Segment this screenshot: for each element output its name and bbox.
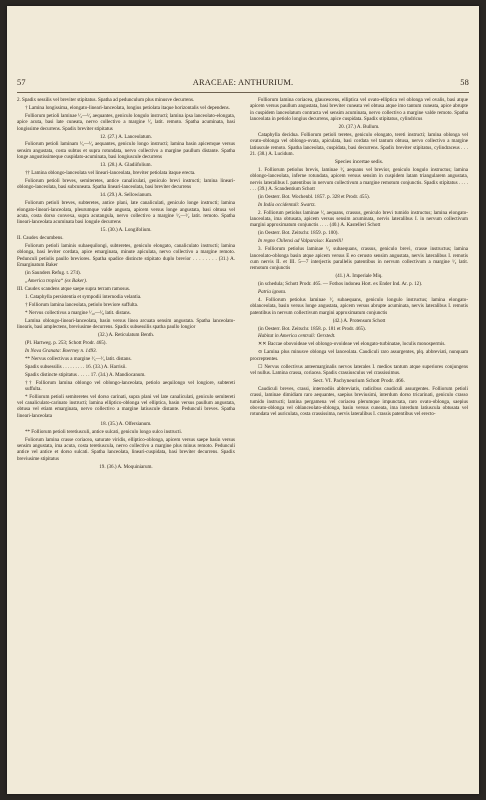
text-paragraph: In India occidentali: Swartz. [258, 201, 316, 208]
header-rule [17, 92, 469, 93]
text-paragraph: Patria ignota. [258, 289, 287, 295]
text-paragraph: 15. (30.) A. Longifolium. [100, 227, 152, 234]
text-paragraph: * Folliorum petioli semiteretes vel dorso carinati, supra plani vel late canaliculati, geniculo semitereti vel canaliculato-carinato instructi; lamina elliptico-oblonga vel elliptica, basin versus paullum angustata, obtusa vel etiam emarginata, nervo collectivo a margine latiuscule distante. Pedunculi breves. Spatha lineari-lanceolata [17, 393, 235, 419]
text-paragraph: ⊙ Lamina plus minusve oblonga vel lanceolata. Caudiculi raro assurgentes, plq. abbreviati, nunquam procreptentes. [250, 349, 468, 362]
text-paragraph: Caudiculi breves, crassi, internodiis abbreviatis, radicibus caudiculi assurgentes. Folliorum petioli crassi, laminae dimidiam raro aequantes, saepius breviusimi, interdum dorso tricarinati, geniculo crasso tumido instructi; lamina pergamena vel coriacea plerumque impunctata, raro ovato-oblonga, saepius obovato-oblonga vel oblanceolato-oblonga, basin versus cuneata, ima interdum latiuscula obtusata vel rotundata vel auriculata, costa crassissima, nervis lateralibus I. crassis patentibus vel erecto- [250, 385, 468, 418]
text-paragraph: Lamina oblongo-lineari-lanceolata, basin versus linea arcuata sensim angustata. Spatha lanceolato-linearis, basi amplectens, breviusime decurrens. Spadix subsessilis spatha paullo longior [17, 317, 235, 330]
text-paragraph: Spadix subsessilis . . . . . . . . . 16. (33.) A. Harrisii. [25, 363, 127, 370]
text-paragraph: 19. (36.) A. Moquiniarum. [99, 463, 153, 470]
text-paragraph: 1. Folliorum petiolus brevis, laminae ¹⁄₃ aequans vel brevior, geniculo longulo instructus; lamina oblongo-lanceolata, inferne rotundata, apicem versus sensim in cuspidem latam triangularem angustata, nervis lateralibus I. patentibus in nervum collectivum a margine remotum conjunctis. Spadix stipitatus . . . . . . . (39.) A. Scandentium Schott [250, 166, 468, 192]
text-paragraph: (41.) A. Imperiale Miq. [335, 273, 383, 280]
text-paragraph: Foliorum petioli laminis subaequilongi, subteretes, geniculo elongato, canaliculato instructi; lamina oblonga, basi leviter cordata, apice emarginata, minute apiculata, nervo collectivo a margine remoto. Pedunculi petiolis paullo breviores. Spatha spadice distincte stipitato duplo brevior . . . . . . . . (31.) A. Emarginatum Baker [17, 243, 235, 269]
text-paragraph: (in Oesterr. Bot. Zeitschr. 1859. p. 100). [258, 230, 339, 237]
text-paragraph: (in schedula; Schott Prodr. 465. — Fothos indonea Hort. ex Ender Ind. Ar. p. 12). [258, 281, 423, 288]
text-paragraph: 18. (35.) A. Olfersianum. [100, 420, 152, 427]
right-column-text [250, 97, 468, 419]
left-column-text [17, 97, 235, 472]
book-page-spread [7, 6, 479, 794]
text-paragraph: (in Saunders Refug. t. 274). [25, 269, 81, 276]
text-paragraph: (Pl. Hartweg. p. 253; Schott Prodr. 465). [25, 339, 107, 346]
text-paragraph: 2. Folliorum petiolus laminae ¹⁄₅ aequans, crassus, geniculo brevi tumido instructus; lamina elongato-lanceolata, ima obtusata, apicem versus sensim acuminata, nervis lateralibus I. in nervum collectivum margini approximatum conjunctis . . . . (40.) A. Kastelleri Schott [250, 209, 468, 229]
text-paragraph: (in Oesterr. Bot. Wochenbl. 1857. p. 328 et Prodr. 455). [258, 193, 370, 200]
text-paragraph: (in Oesterr. Bot. Zeitschr. 1858. p. 181 et Prodr. 465). [258, 325, 366, 332]
text-paragraph: 13. (28.) A. Gladiifolium. [100, 162, 152, 169]
text-paragraph: Foliorum lamina crasse coriacea, saturate viridis, elliptico-oblonga, apicem versus saepe basin versus sensim angustata, ima acuta, costa teretiuscula, nervo collectivo a margine plus minus remoto. Pedunculi antice vel antice et dorso sulcati. Spatha lanceolata, lineari-cuspidata, basi breviter decurrens. Spadix breviusime stipitatus [17, 436, 235, 462]
text-paragraph: † Folliorum lamina lanceolata, petiolo breviore suffulta. [25, 301, 139, 308]
text-paragraph: ☐ Nervus collectivus anteemarginalis nervos laterales I. medios tantum atque superiores conjungens vel nullus. Lamina crassa, coriacea. Spadix crassiusculus vel crassissimus. [250, 363, 468, 376]
text-paragraph: †† Folliorum lamina oblongo vel oblongo-lanceolata, petiolo aequilongo vel longiore, subtereti suffulta. [25, 379, 235, 392]
text-paragraph: †† Lamina oblongo-lanceolata vel lineari-lanceolata, breviter petiolata itaque erecta. [25, 170, 196, 176]
text-paragraph: † Lamina longissima, elongato-lineari-lanceolata, longius petiolata itaque horizontalis vel dependens. [25, 104, 230, 111]
left-page-number: 57 [17, 78, 26, 87]
text-paragraph: 3. Folliorum petiolus laminae ¹⁄₂ subaequans, crassus, geniculo brevi, crasse instructus; lamina lanceolato-oblonga basin atque apicem versus E eo cerusto sensim angustata, nervis lateralibus I. remotis cum nervis II. et III. 5—7 interjectis parallelis patentibus in nervum collectivum a margine ¹⁄₂ latit. remotum conjunctis [250, 246, 468, 272]
text-paragraph: (42.) A. Protensum Schott [332, 317, 386, 324]
text-paragraph: ✕✕ Baccae obovoideae vel oblongo-ovoideae vel elongato-turbinatae, loculis monospermis. [258, 341, 446, 348]
text-paragraph: In regno Chilensi ad Valparaiso: Kastelli! [258, 238, 343, 245]
text-paragraph: (32.) A. Reticulatum Benth. [97, 331, 155, 338]
running-title: ARACEAE: ANTHURIUM. [192, 78, 294, 87]
running-header [17, 78, 469, 92]
text-paragraph: 1. Cataphylla persistentia et sympodii internodia velantia. [25, 293, 142, 300]
text-paragraph: In Nova Granata: Boerney n. 1493. [25, 347, 97, 354]
text-paragraph: 14. (29.) A. Sellowianum. [99, 192, 153, 199]
text-paragraph: Folliorum lamina coriacea, glaucescens, elliptica vel ovato-elliptica vel oblonga vel ovalis, basi atque apicem versus paullum angustata, basi breviter cuneata vel obtusa atque imo tantum cuneata, apice abrupte in cuspidem lanceolatum contracta vel sensim acuminata, nervo collectivo a margine valde remoto. Spatha lanceolata in petiolo longius decurrens, apice cuspidata. Spadix stipitatus, cylindricus [250, 97, 468, 123]
text-paragraph: ** Folliorum petioli teretiusculi, antice sulcati, geniculo longo sulco instructi. [25, 428, 182, 435]
text-paragraph: II. Caudex decumbens. [17, 235, 64, 242]
text-paragraph: 2. Spadix sessilis vel breviter stipitatus. Spatha ad pedunculum plus minusve decurrens. [17, 97, 195, 103]
text-paragraph: Sect. VI. Pachyneurium Schott Prodr. 466. [313, 377, 405, 384]
text-paragraph: Folliorum petioli laminae ¹⁄₂—¹⁄₃ aequantes, geniculo longulo instructi; lamina ipsa lanceolato-elongata, apice acuta, basi late cuneata, nervo collectivo a margine ¹⁄₂ latit. remoto. Spatha acuminata, basi longissime decurrens. Spadix breviter stipitatus [17, 112, 235, 132]
text-paragraph: ** Nervus collectivus a margine ¹⁄₅—¹⁄₃ latit. distans. [25, 355, 132, 362]
text-paragraph: Species incertae sedis. [334, 158, 384, 165]
text-paragraph: Habitat in America centrali: Oerstedt. [258, 333, 336, 340]
text-paragraph: „America tropica“ (ex Baker). [25, 277, 88, 284]
text-paragraph: Foliorum petioli laminam ¹⁄₅—¹⁄₃ aequantes, geniculo longo instructi; lamina basin apicemque versus sensim angustata, costa subtus et supra rotundata, nervo collectivo a margine paullum distante. Spatha longe angustissimeque cuspidato-acuminata, basi longiuscule decurrens [17, 141, 235, 161]
text-paragraph: Foliorum petioli breves, subteretes, antice plani, late canaliculati, geniculo longe instructi; lamina elongato-lineari-lanceolata, pleurumque valde angusta, apicem versus longe angustata, basi obtusa vel acuta, costa dorso convexa, supra acutangula, nervo collectivo a margine ¹⁄₃—¹⁄₂ latit. remoto. Spatha lineari-lanceolata acuminata basi longule decurrens [17, 200, 235, 226]
text-paragraph: * Nervus collectivus a margine ¹⁄₁₀—¹⁄₈ latit. distans. [25, 309, 131, 316]
text-paragraph: Foliorum petioli breves, semiteretes, antice canaliculati, geniculo brevi instructi; lamina lineari-oblongo-lanceolata, basi subcuneata. Spatha lineari-lanceolata, basi breviter decurrens [17, 177, 235, 191]
text-paragraph: 20. (37.) A. Bullum. [338, 123, 380, 130]
text-paragraph: Cataphylla decidua. Folliorum petioli teretes, geniculo elongato, tereti instructi; lamina oblonga vel ovato-oblonga vel oblongo-ovata, apiculata, basi cordata vel tantum obtusa, nervo collectivo a margine latiuscule remoto. Spatha lanceolata, cuspidata, basi decurrens. Spadix breviter stipitatus, cylindraceus . . . 21. (38.) A. Lucidum. [250, 131, 468, 157]
text-paragraph: 4. Folliorum petiolus laminae ¹⁄₂ subaequans, geniculo longulo instructus; lamina elongato-oblanceolata, basin versus longe angustata, apicem versus abrupte acuminata, nervis lateralibus I. remotis patentibus in nervum collectivum margini approximatum conjunctis [250, 296, 468, 316]
text-paragraph: III. Caudex scandens atque saepe supra terram ramosus. [17, 285, 131, 292]
text-paragraph: 12. (27.) A. Lanceolatum. [100, 133, 152, 140]
text-paragraph: Spadix distincte stipitatus . . . . . 17. (34.) A. Mandiocanum. [25, 371, 146, 378]
right-page-number: 58 [460, 78, 469, 87]
